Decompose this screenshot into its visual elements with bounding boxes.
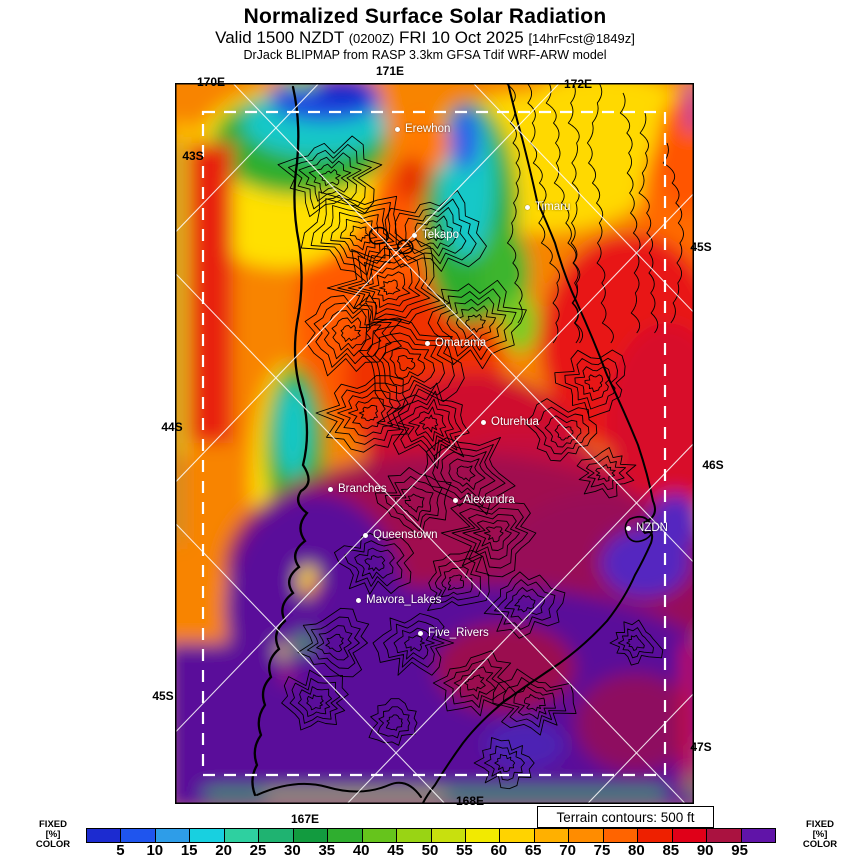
colorbar-segment-8: [363, 829, 397, 842]
colorbar-tick-65: 65: [524, 842, 542, 859]
station-dot: [363, 533, 368, 538]
station-queenstown: [363, 529, 438, 541]
colorbar-segment-9: [397, 829, 431, 842]
station-dot: [425, 341, 430, 346]
station-oturehua: [481, 416, 539, 428]
station-dot: [356, 598, 361, 603]
colorbar-tick-15: 15: [180, 842, 198, 859]
station-label: Tekapo: [422, 229, 460, 241]
station-dot: [328, 487, 333, 492]
colorbar-segment-13: [535, 829, 569, 842]
axis-label-171e: 171E: [375, 64, 405, 78]
colorbar-tick-25: 25: [249, 842, 267, 859]
colorbar-tick-55: 55: [456, 842, 473, 859]
colorbar-tick-80: 80: [628, 842, 645, 859]
station-label: NZDN: [636, 522, 668, 534]
colorbar-tick-95: 95: [731, 842, 748, 859]
station-timaru: [525, 201, 570, 213]
valid-time-line: [0, 28, 850, 48]
colorbar-segment-6: [294, 829, 328, 842]
station-label: Queenstown: [373, 529, 438, 541]
colorbar-tick-85: 85: [662, 842, 680, 859]
axis-label-43s: 43S: [182, 149, 204, 163]
valid-utc: (0200Z): [348, 31, 395, 46]
axis-label-167e: 167E: [290, 812, 320, 826]
colorbar-segment-5: [259, 829, 293, 842]
solar-radiation-map: [175, 83, 694, 804]
page-title: Normalized Surface Solar Radiation: [243, 5, 607, 28]
station-label: Branches: [338, 483, 387, 495]
station-mavora_lakes: [356, 594, 441, 606]
station-dot: [481, 420, 486, 425]
map-canvas: [175, 83, 694, 804]
colorbar-tick-50: 50: [421, 842, 439, 859]
colorbar-segment-14: [569, 829, 603, 842]
terrain-contours-note: Terrain contours: 500 ft: [537, 806, 714, 828]
colorbar-tick-45: 45: [387, 842, 404, 859]
colorbar-segment-1: [121, 829, 155, 842]
colorbar-segment-17: [673, 829, 707, 842]
station-nzdn: [626, 522, 668, 534]
model-line: DrJack BLIPMAP from RASP 3.3km GFSA Tdif WRF-ARW model: [243, 48, 607, 62]
axis-label-44s: 44S: [161, 420, 183, 434]
station-label: Timaru: [535, 201, 571, 213]
axis-label-170e: 170E: [196, 75, 226, 89]
station-omarama: [425, 337, 486, 349]
station-dot: [525, 205, 530, 210]
colorbar-side-label-line: [%]: [45, 829, 61, 840]
station-erewhon: [395, 123, 450, 135]
station-label: Omarama: [435, 337, 487, 349]
colorbar-tick-40: 40: [352, 842, 370, 859]
valid-fcst: [14hrFcst@1849z]: [528, 31, 635, 46]
radiation-color-field: [175, 83, 694, 804]
valid-prefix: Valid 1500 NZDT: [215, 28, 344, 47]
colorbar-segment-18: [707, 829, 741, 842]
axis-label-46s: 46S: [702, 458, 724, 472]
station-dot: [418, 631, 423, 636]
colorbar-unit-label-left: [29, 820, 77, 850]
colorbar-tick-20: 20: [215, 842, 232, 859]
axis-label-45s: 45S: [690, 240, 712, 254]
colorbar-segment-7: [328, 829, 362, 842]
station-label: Five_Rivers: [428, 627, 489, 639]
colorbar-segment-15: [604, 829, 638, 842]
station-label: Mavora_Lakes: [366, 594, 442, 606]
axis-label-47s: 47S: [690, 740, 712, 754]
colorbar-segment-11: [466, 829, 500, 842]
colorbar-segment-12: [500, 829, 534, 842]
station-label: Alexandra: [463, 494, 515, 506]
station-label: Erewhon: [405, 123, 451, 135]
station-dot: [395, 127, 400, 132]
colorbar-side-label-line: COLOR: [35, 839, 71, 850]
colorbar-segment-4: [225, 829, 259, 842]
colorbar-tick-35: 35: [318, 842, 336, 859]
station-label: Oturehua: [491, 416, 539, 428]
colorbar-segment-3: [190, 829, 224, 842]
colorbar-side-label-line: COLOR: [802, 839, 838, 850]
colorbar-side-label-line: [%]: [812, 829, 828, 840]
colorbar-tick-90: 90: [696, 842, 714, 859]
colorbar-segment-0: [87, 829, 121, 842]
colorbar-tick-5: 5: [116, 842, 125, 859]
axis-label-172e: 172E: [563, 77, 593, 91]
station-five_rivers: [418, 627, 489, 639]
colorbar-unit-label-right: [796, 820, 844, 850]
colorbar-tick-30: 30: [284, 842, 301, 859]
valid-date: FRI 10 Oct 2025: [398, 28, 524, 47]
station-alexandra: [453, 494, 515, 506]
colorbar-tick-70: 70: [559, 842, 576, 859]
colorbar-tick-75: 75: [593, 842, 611, 859]
colorbar-side-label-line: FIXED: [806, 819, 834, 830]
colorbar-tick-10: 10: [146, 842, 164, 859]
colorbar-segment-16: [638, 829, 672, 842]
station-tekapo: [412, 229, 459, 241]
colorbar-segment-2: [156, 829, 190, 842]
axis-label-45s: 45S: [152, 689, 174, 703]
colorbar-segment-19: [742, 829, 775, 842]
station-dot: [453, 498, 458, 503]
station-branches: [328, 483, 387, 495]
colorbar-tick-60: 60: [490, 842, 508, 859]
station-dot: [412, 233, 417, 238]
axis-label-168e: 168E: [455, 794, 485, 808]
colorbar: [86, 828, 776, 843]
station-dot: [626, 526, 631, 531]
colorbar-segment-10: [432, 829, 466, 842]
colorbar-side-label-line: FIXED: [39, 819, 67, 830]
